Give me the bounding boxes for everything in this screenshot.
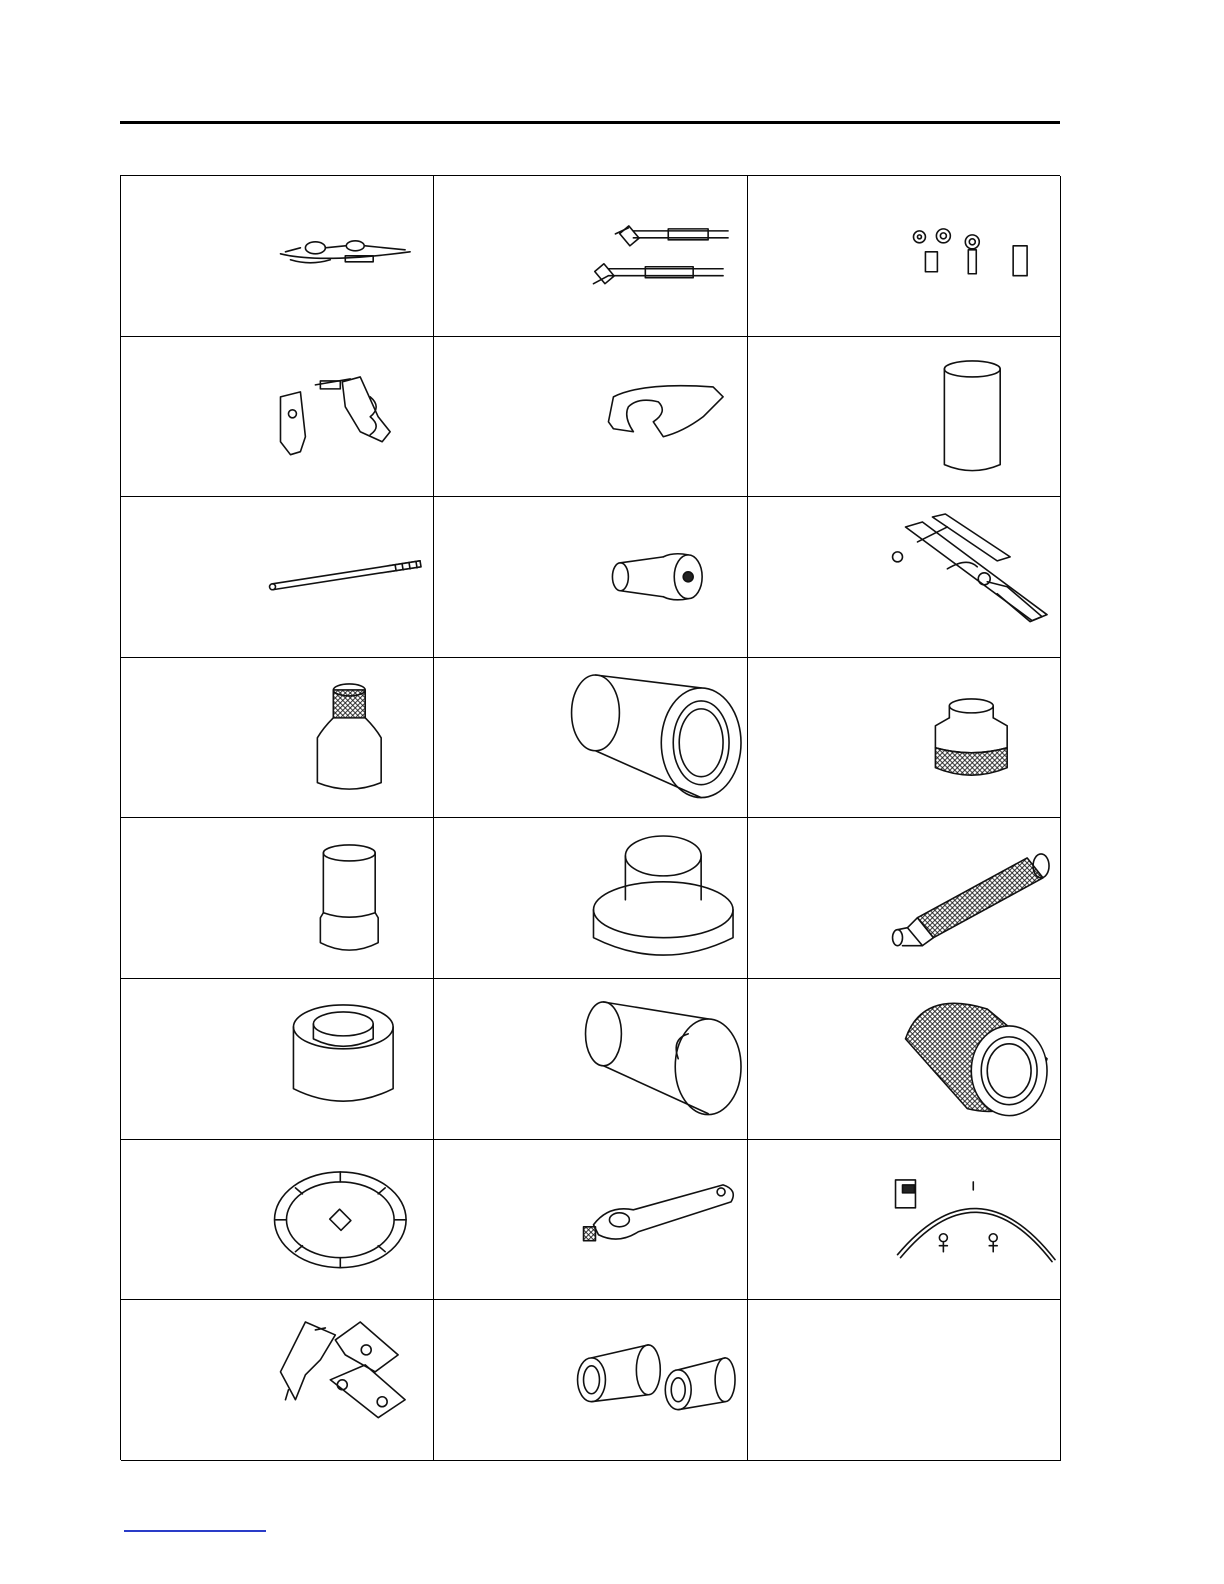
fittings-set-icon xyxy=(748,176,1060,336)
tool-cell xyxy=(121,979,434,1140)
hook-wrench-icon xyxy=(434,337,747,497)
tool-cell xyxy=(748,979,1061,1140)
spanner-icon xyxy=(434,1140,747,1300)
tool-cell xyxy=(748,818,1061,979)
ring-driver-icon xyxy=(121,979,433,1139)
clamp-puller-icon xyxy=(121,337,433,497)
knurled-sleeve-icon xyxy=(748,979,1060,1139)
knurled-cap-icon xyxy=(748,658,1060,818)
tool-cell xyxy=(434,1140,748,1301)
footer-link-underline[interactable] xyxy=(124,1530,266,1532)
top-rule xyxy=(120,121,1060,124)
tool-cell xyxy=(748,337,1061,498)
empty-cell xyxy=(748,1300,1061,1461)
flanged-driver-icon xyxy=(434,818,747,978)
gauge-hose-set-icon xyxy=(121,176,433,336)
adapter-hoses-icon xyxy=(434,176,747,336)
tool-cell xyxy=(121,1300,434,1461)
puller-arms-icon xyxy=(121,1300,433,1460)
tool-cell xyxy=(748,176,1061,337)
knurled-handle-icon xyxy=(748,818,1060,978)
tool-cell xyxy=(121,497,434,658)
threaded-rod-icon xyxy=(121,497,433,657)
tool-cell xyxy=(434,818,748,979)
tool-cell xyxy=(121,176,434,337)
tool-cell xyxy=(121,1140,434,1301)
socket-pair-icon xyxy=(434,1300,747,1460)
tool-cell xyxy=(748,497,1061,658)
knurled-driver-icon xyxy=(121,658,433,818)
tool-cell xyxy=(434,658,748,819)
tool-cell xyxy=(121,818,434,979)
large-sleeve-icon xyxy=(434,658,747,818)
tool-cell xyxy=(121,337,434,498)
pointer-kit-icon xyxy=(748,1140,1060,1300)
tool-cell xyxy=(434,1300,748,1461)
special-tools-table xyxy=(120,175,1060,1460)
tool-cell xyxy=(434,979,748,1140)
tool-cell xyxy=(434,497,748,658)
tool-cell xyxy=(121,658,434,819)
holder-frame-icon xyxy=(748,497,1060,657)
degree-wheel-icon xyxy=(121,1140,433,1300)
open-sleeve-icon xyxy=(434,979,747,1139)
tool-cell xyxy=(434,337,748,498)
tool-cell xyxy=(748,1140,1061,1301)
tool-cell xyxy=(748,658,1061,819)
small-adapter-icon xyxy=(434,497,747,657)
cylinder-driver-icon xyxy=(748,337,1060,497)
stepped-driver-icon xyxy=(121,818,433,978)
tool-cell xyxy=(434,176,748,337)
